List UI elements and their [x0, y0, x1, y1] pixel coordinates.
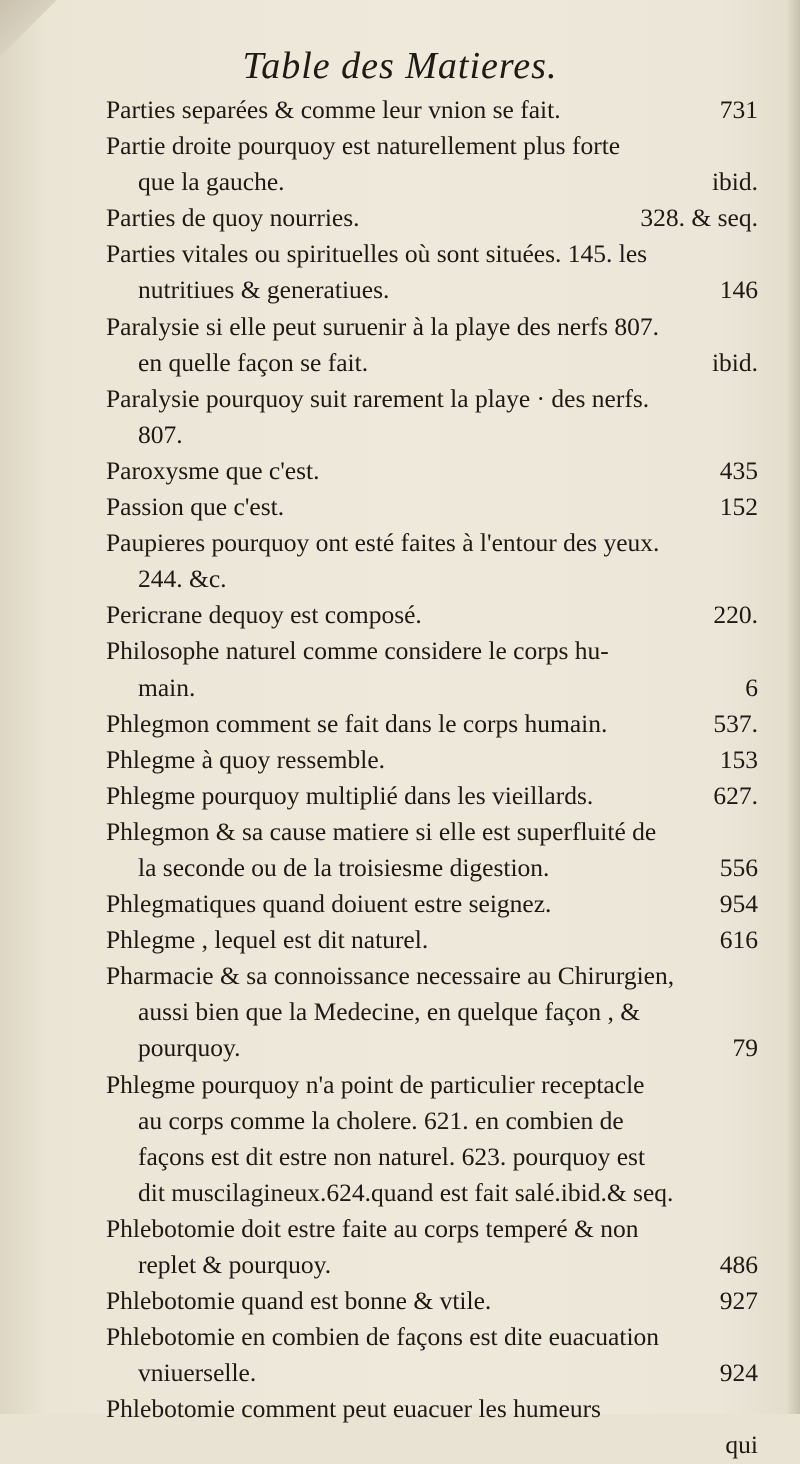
index-line — [106, 345, 758, 381]
entry-text: Partie droite pourquoy est naturellement plus forte — [106, 131, 621, 161]
entry-text: Phlegme à quoy ressemble. — [106, 744, 386, 774]
entry-text: replet & pourquoy. — [138, 1250, 332, 1279]
index-line — [106, 1283, 758, 1319]
entry-text: pourquoy. — [138, 1033, 241, 1063]
entry-text: Phlegmon & sa cause matiere si elle est superfluité de — [106, 816, 657, 846]
entry-text: Paralysie si elle peut suruenir à la playe des nerfs 807. — [106, 311, 660, 341]
entry-text: que la gauche. — [138, 167, 285, 197]
entry-text: aussi bien que la Medecine, en quelque façon , & — [138, 997, 641, 1027]
index-line — [106, 1030, 758, 1066]
index-line — [106, 1175, 758, 1211]
index-line — [106, 994, 758, 1030]
entry-text: en quelle façon se fait. — [138, 347, 369, 377]
entry-text: Phlegmon comment se fait dans le corps humain. — [106, 708, 608, 738]
index-line — [106, 1211, 758, 1247]
index-line — [106, 850, 758, 886]
page-reference: qui — [725, 1430, 758, 1460]
entry-text: Paroxysme que c'est. — [106, 455, 320, 485]
index-line — [106, 597, 758, 633]
page-reference: ibid. — [711, 167, 758, 197]
page-reference: 954 — [719, 889, 758, 919]
entry-text: Phlebotomie doit estre faite au corps temperé & non — [106, 1213, 639, 1243]
index-entries — [106, 92, 758, 1464]
index-line — [106, 814, 758, 850]
entry-text: Parties vitales ou spirituelles où sont situées. 145. les — [106, 239, 648, 269]
entry-text: Pericrane dequoy est composé. — [106, 600, 422, 630]
entry-text: Phlegme pourquoy n'a point de particulier receptacle — [106, 1069, 645, 1099]
index-line — [106, 1139, 758, 1175]
index-line — [106, 489, 758, 525]
index-line — [106, 381, 758, 417]
entry-text: Passion que c'est. — [106, 492, 285, 522]
index-line — [106, 453, 758, 489]
index-line — [106, 200, 758, 236]
index-line — [106, 670, 758, 706]
index-line — [106, 417, 758, 453]
page-reference: 220. — [713, 600, 758, 630]
entry-text: Phlebotomie comment peut euacuer les humeurs — [106, 1394, 601, 1424]
entry-text: Parties de quoy nourries. — [106, 203, 360, 233]
index-line — [106, 1103, 758, 1139]
entry-text: Pharmacie & sa connoissance necessaire au Chirurgien, — [106, 961, 675, 991]
entry-text: Phlebotomie en combien de façons est dite euacuation — [106, 1322, 660, 1352]
entry-text: nutritiues & generatiues. — [138, 275, 390, 305]
index-line — [106, 128, 758, 164]
entry-text: vniuerselle. — [138, 1358, 257, 1388]
entry-text: Phlegme , lequel est dit naturel. — [106, 925, 429, 955]
page-edge-shadow — [786, 0, 800, 1414]
page-reference: 152 — [719, 492, 758, 522]
page-reference: 6 — [745, 672, 758, 702]
page-reference: 927 — [719, 1286, 758, 1316]
entry-text: Paupieres pourquoy ont esté faites à l'entour des yeux. — [106, 528, 660, 558]
page-reference: 924 — [719, 1358, 758, 1388]
page-header: Table des Matieres. — [242, 45, 558, 87]
index-line — [106, 1391, 758, 1427]
entry-text: façons est dit estre non naturel. 623. pourquoy est — [138, 1141, 646, 1171]
page-reference: 627. — [713, 780, 758, 810]
entry-text: Philosophe naturel comme considere le corps hu- — [106, 636, 609, 666]
entry-text: Phlegmatiques quand doiuent estre seignez. — [106, 889, 552, 919]
entry-text: au corps comme la cholere. 621. en combien de — [138, 1105, 624, 1135]
index-line — [106, 1247, 758, 1283]
page-reference: 153 — [719, 744, 758, 774]
index-line — [106, 706, 758, 742]
index-line — [106, 236, 758, 272]
entry-text: Parties separées & comme leur vnion se fait. — [106, 95, 561, 124]
index-line — [106, 886, 758, 922]
index-line — [106, 1355, 758, 1391]
page-reference: 79 — [732, 1033, 758, 1063]
index-line — [106, 92, 758, 128]
entry-text: 244. &c. — [138, 564, 227, 594]
index-line — [106, 164, 758, 200]
entry-text: la seconde ou de la troisiesme digestion. — [138, 852, 550, 882]
entry-text: Phlegme pourquoy multiplié dans les vieillards. — [106, 780, 594, 810]
page-reference: 328. & seq. — [640, 203, 758, 233]
entry-text: Paralysie pourquoy suit rarement la playe · des nerfs. — [106, 383, 650, 413]
index-line — [106, 1427, 758, 1463]
page-reference: ibid. — [711, 347, 758, 377]
index-line — [106, 778, 758, 814]
index-line — [106, 1319, 758, 1355]
page-reference: 146 — [719, 275, 758, 305]
index-line — [106, 561, 758, 597]
entry-text: dit muscilagineux.624.quand est fait salé.ibid.& seq. — [138, 1177, 674, 1207]
index-line — [106, 309, 758, 345]
index-line — [106, 1067, 758, 1103]
entry-text: Phlebotomie quand est bonne & vtile. — [106, 1286, 492, 1316]
index-line — [106, 272, 758, 308]
page-reference: 731 — [719, 95, 758, 124]
index-line — [106, 742, 758, 778]
page-reference: 537. — [713, 708, 758, 738]
index-line — [106, 525, 758, 561]
page-reference: 616 — [719, 925, 758, 955]
index-line — [106, 633, 758, 669]
index-line — [106, 922, 758, 958]
index-line — [106, 958, 758, 994]
page-reference: 486 — [719, 1250, 758, 1279]
entry-text: main. — [138, 672, 196, 702]
page-reference: 556 — [719, 852, 758, 882]
entry-text: 807. — [138, 419, 183, 449]
page-reference: 435 — [719, 455, 758, 485]
